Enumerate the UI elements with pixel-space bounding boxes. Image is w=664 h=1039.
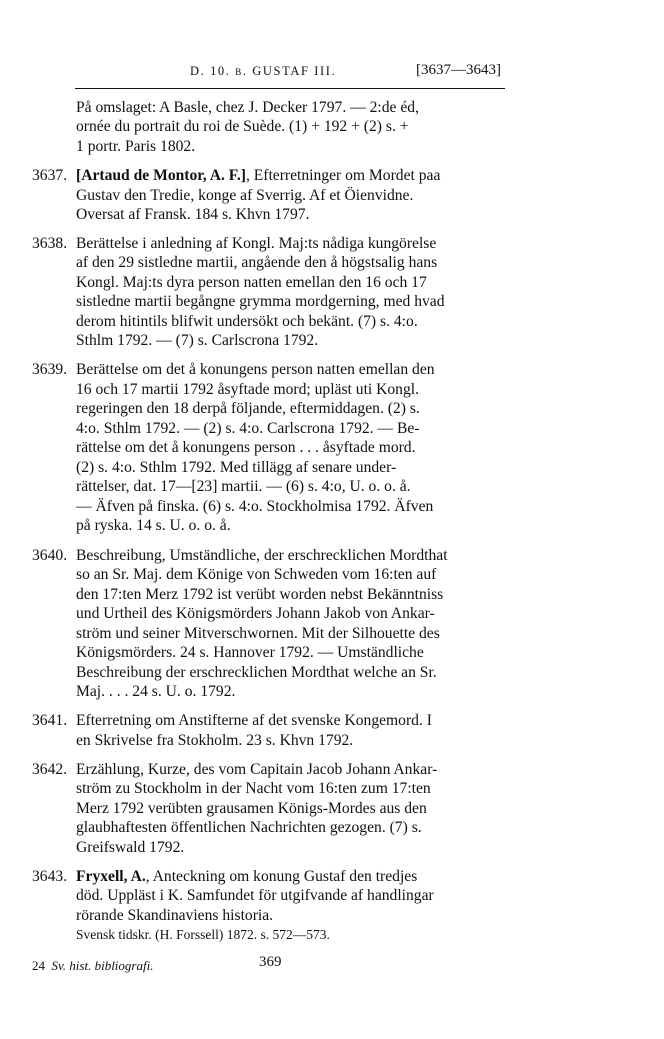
text-line: 16 och 17 martii 1792 åsyftade mord; upläst uti Kongl. <box>76 381 420 398</box>
text-line: rättelser, dat. 17—[23] martii. — (6) s. 4:o, U. o. o. å. <box>76 478 411 495</box>
text-line: derom hitintils blifwit undersökt och bekänt. (7) s. 4:o. <box>76 313 418 330</box>
text-line: på ryska. 14 s. U. o. o. å. <box>76 517 231 534</box>
text-line: 1 portr. Paris 1802. <box>76 138 196 155</box>
text-line: glaubhaftesten öffentlichen Nachrichten gezogen. (7) s. <box>76 819 422 836</box>
text-line: 4:o. Sthlm 1792. — (2) s. 4:o. Carlscrona 1792. — Be- <box>76 420 420 437</box>
text-line: Berättelse i anledning af Kongl. Maj:ts nådiga kungörelse <box>76 235 437 252</box>
section-title: D. 10. b. GUSTAF III. <box>190 64 337 78</box>
text-line: den 17:ten Merz 1792 ist verübt worden nebst Bekänntniss <box>76 586 444 603</box>
text-line: Sthlm 1792. — (7) s. Carlscrona 1792. <box>76 332 319 349</box>
text-line: Erzählung, Kurze, des vom Capitain Jacob Johann Ankar- <box>76 761 438 778</box>
text-line: Oversat af Fransk. 184 s. Khvn 1797. <box>76 206 310 223</box>
entry-author: Fryxell, A. <box>76 868 146 885</box>
text-line: död. Uppläst i K. Samfundet för utgifvande af handlingar <box>76 887 434 904</box>
text-line: Beschreibung der erschrecklichen Mordthat welche an Sr. <box>76 664 437 681</box>
text-line: Maj. . . . 24 s. U. o. 1792. <box>76 683 236 700</box>
text-line: Kongl. Maj:ts dyra person natten emellan den 16 och 17 <box>76 274 427 291</box>
signature-number: 24 <box>32 958 45 973</box>
text-line: Berättelse om det å konungens person natten emellan den <box>76 361 435 378</box>
text-line: sistledne martii begångne grymma mordgerning, med hvad <box>76 293 445 310</box>
text-line: På omslaget: A Basle, chez J. Decker 1797. — 2:de éd, <box>76 99 419 116</box>
page-number: 369 <box>259 954 282 970</box>
text-line: ström zu Stockholm in der Nacht vom 16:ten zum 17:ten <box>76 780 431 797</box>
text-line: Efterretning om Anstifterne af det svenske Kongemord. I <box>76 712 432 729</box>
entry-number: 3643. <box>32 868 68 885</box>
running-header <box>75 62 505 89</box>
entry-author: [Artaud de Montor, A. F.] <box>76 167 246 184</box>
entry-number: 3639. <box>32 361 68 378</box>
entry-number: 3640. <box>32 547 68 564</box>
text-line: so an Sr. Maj. dem Könige von Schweden vom 16:ten auf <box>76 566 437 583</box>
text-line: [Artaud de Montor, A. F.], Efterretninger om Mordet paa <box>76 167 441 184</box>
text-line: Greifswald 1792. <box>76 839 185 856</box>
text-line: Merz 1792 verübten grausamen Königs-Mordes aus den <box>76 800 427 817</box>
text-line: Königsmörders. 24 s. Hannover 1792. — Umständliche <box>76 644 424 661</box>
text-line: ström und seiner Mitverschwornen. Mit der Silhouette des <box>76 625 440 642</box>
text-line: ornée du portrait du roi de Suède. (1) + 192 + (2) s. + <box>76 118 409 135</box>
text-line: rörande Skandinaviens historia. <box>76 907 274 924</box>
entry-number: 3641. <box>32 712 68 729</box>
text-line: — Äfven på finska. (6) s. 4:o. Stockholmisa 1792. Äfven <box>76 498 434 515</box>
text-line: af den 29 sistledne martii, angående den å högstsalig hans <box>76 254 438 271</box>
entry-range: [3637—3643] <box>416 62 501 78</box>
source-note: Svensk tidskr. (H. Forssell) 1872. s. 572—573. <box>76 927 330 942</box>
text-line: en Skrivelse fra Stokholm. 23 s. Khvn 1792. <box>76 732 354 749</box>
entry-number: 3637. <box>32 167 68 184</box>
text-line: regeringen den 18 derpå följande, eftermiddagen. (2) s. <box>76 400 420 417</box>
text-line: Fryxell, A., Anteckning om konung Gustaf den tredjes <box>76 868 418 885</box>
series-title: Sv. hist. bibliografi. <box>51 958 154 973</box>
entry-number: 3638. <box>32 235 68 252</box>
text-line: rättelse om det å konungens person . . . åsyftade mord. <box>76 439 416 456</box>
text-line: und Urtheil des Königsmörders Johann Jakob von Ankar- <box>76 605 435 622</box>
signature-mark <box>32 958 153 974</box>
entry-number: 3642. <box>32 761 68 778</box>
text-line: (2) s. 4:o. Sthlm 1792. Med tillägg af senare under- <box>76 459 397 476</box>
text-line: Beschreibung, Umständliche, der erschrecklichen Mordthat <box>76 547 448 564</box>
text-line: Gustav den Tredie, konge af Sverrig. Af et Öienvidne. <box>76 187 414 204</box>
